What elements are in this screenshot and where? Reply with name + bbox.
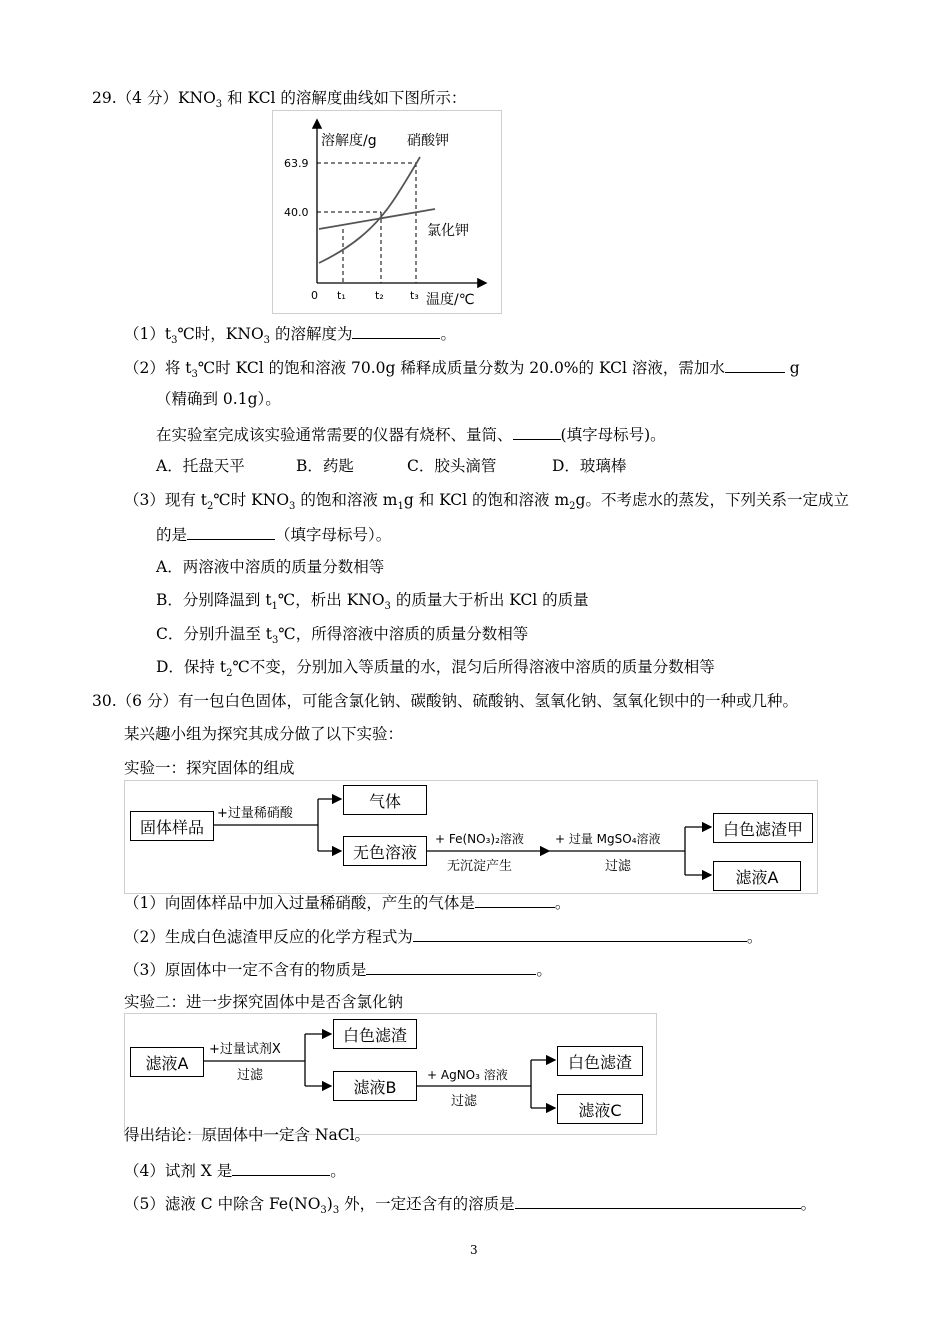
q29-part2-option-c: C．胶头滴管 (407, 457, 497, 475)
white-residue-box: 白色滤渣 (333, 1019, 417, 1049)
q29-part2-option-a: A．托盘天平 (156, 457, 245, 475)
q30-part4: （4）试剂 X 是 。 (124, 1159, 346, 1181)
x-tick-t1: t₁ (337, 289, 346, 302)
filtrate-c-box: 滤液C (557, 1094, 643, 1124)
filter-label: 过滤 (237, 1068, 264, 1083)
q29-part2-option-b: B．药匙 (296, 457, 354, 475)
kno3-label: 硝酸钾 (407, 133, 449, 149)
q29-part3: （3）现有 $t_2℃$时 $KNO_3$ 的饱和溶液 $m_1g$ 和 KCl 的饱和溶液 $m_2g$。不考虑水的蒸发，下列关系一定成立 (124, 491, 849, 512)
solubility-chart (272, 110, 502, 314)
conclusion: 得出结论：原固体中一定含 NaCl。 (124, 1126, 371, 1144)
q29-part3-option-d: D．保持 $t_2℃$不变，分别加入等质量的水，混匀后所得溶液中溶质的质量分数相等 (156, 658, 715, 679)
kno3-curve (319, 157, 420, 263)
solid-sample-box: 固体样品 (130, 811, 214, 841)
q29-part2-option-d: D．玻璃棒 (552, 457, 627, 475)
add-nitric-acid-label: +过量稀硝酸 (217, 806, 293, 821)
answer-blank[interactable] (232, 1159, 330, 1176)
answer-blank[interactable] (413, 925, 747, 942)
filtrate-a-box: 滤液A (713, 861, 801, 891)
answer-blank[interactable] (352, 322, 440, 339)
q29-part3-line2: 的是 （填字母标号）。 (156, 523, 391, 545)
y-tick-63-9: 63.9 (284, 157, 309, 170)
x-tick-t3: t₃ (410, 289, 419, 302)
q30-intro: 某兴趣小组为探究其成分做了以下实验： (124, 725, 404, 743)
add-agno3-label: + AgNO₃ 溶液 (427, 1068, 508, 1082)
q29-part3-option-b: B．分别降温到 $t_1℃$，析出 $KNO_3$ 的质量大于析出 KCl 的质量 (156, 591, 589, 612)
gas-box: 气体 (343, 785, 427, 815)
answer-blank[interactable] (515, 1192, 801, 1209)
chart-xlabel: 温度/℃ (426, 292, 475, 308)
add-fe-nitrate-label: + Fe(NO₃)₂溶液 (435, 832, 524, 846)
filtrate-a-box: 滤液A (130, 1047, 204, 1077)
experiment1-title: 实验一：探究固体的组成 (124, 759, 295, 777)
answer-blank[interactable] (475, 891, 555, 908)
q29-part3-option-c: C．分别升温至 $t_3℃$，所得溶液中溶质的质量分数相等 (156, 625, 529, 646)
q29-part2: （2）将 $t_3℃$时 KCl 的饱和溶液 70.0g 稀释成质量分数为 20.0%的 KCl 溶液，需加水 g (124, 356, 800, 378)
experiment1-flowchart (124, 780, 818, 894)
q29-heading: 29.（4 分）$KNO_3$ 和 KCl 的溶解度曲线如下图所示： (92, 89, 467, 110)
y-tick-40: 40.0 (284, 206, 309, 219)
experiment2-title: 实验二：进一步探究固体中是否含氯化钠 (124, 993, 404, 1011)
answer-blank[interactable] (187, 523, 275, 540)
q29-part2-precision: （精确到 0.1g）。 (156, 390, 281, 408)
add-reagent-x-label: +过量试剂X (209, 1042, 281, 1057)
no-precipitate-label: 无沉淀产生 (447, 859, 513, 874)
x-origin: 0 (311, 289, 318, 302)
answer-blank[interactable] (725, 356, 785, 373)
white-residue-2-box: 白色滤渣 (557, 1046, 643, 1076)
page-number: 3 (470, 1243, 478, 1257)
q29-part3-option-a: A．两溶液中溶质的质量分数相等 (156, 558, 385, 576)
answer-blank[interactable] (513, 423, 561, 440)
q29-part1: $(1)t_3℃$时，$KNO_3$ 的溶解度为 。 (124, 322, 456, 344)
white-precipitate-a-box: 白色滤渣甲 (713, 813, 813, 843)
add-mgso4-label: + 过量 MgSO₄溶液 (555, 832, 661, 846)
filtrate-b-box: 滤液B (333, 1071, 417, 1101)
q29-part2-instruments: 在实验室完成该实验通常需要的仪器有烧杯、量筒、 (填字母标号)。 (156, 423, 666, 445)
kcl-label: 氯化钾 (427, 223, 469, 239)
colorless-solution-box: 无色溶液 (343, 836, 427, 866)
chart-ylabel: 溶解度/g (321, 133, 377, 149)
q30-part3: （3）原固体中一定不含有的物质是 。 (124, 958, 552, 980)
q30-heading: 30.（6 分）有一包白色固体，可能含氯化钠、碳酸钠、硫酸钠、氢氧化钠、氢氧化钡中的一种或几种。 (92, 692, 798, 710)
filter-label-2: 过滤 (451, 1094, 478, 1109)
filter-label: 过滤 (605, 859, 632, 874)
x-tick-t2: t₂ (375, 289, 384, 302)
q30-part1: （1）向固体样品中加入过量稀硝酸，产生的气体是 。 (124, 891, 570, 913)
experiment2-flowchart (124, 1013, 657, 1135)
answer-blank[interactable] (366, 958, 536, 975)
q30-part5: （5）滤液 C 中除含 $Fe(NO_3)_3$ 外，一定还含有的溶质是 。 (124, 1192, 816, 1214)
q30-part2: （2）生成白色滤渣甲反应的化学方程式为 。 (124, 925, 762, 947)
